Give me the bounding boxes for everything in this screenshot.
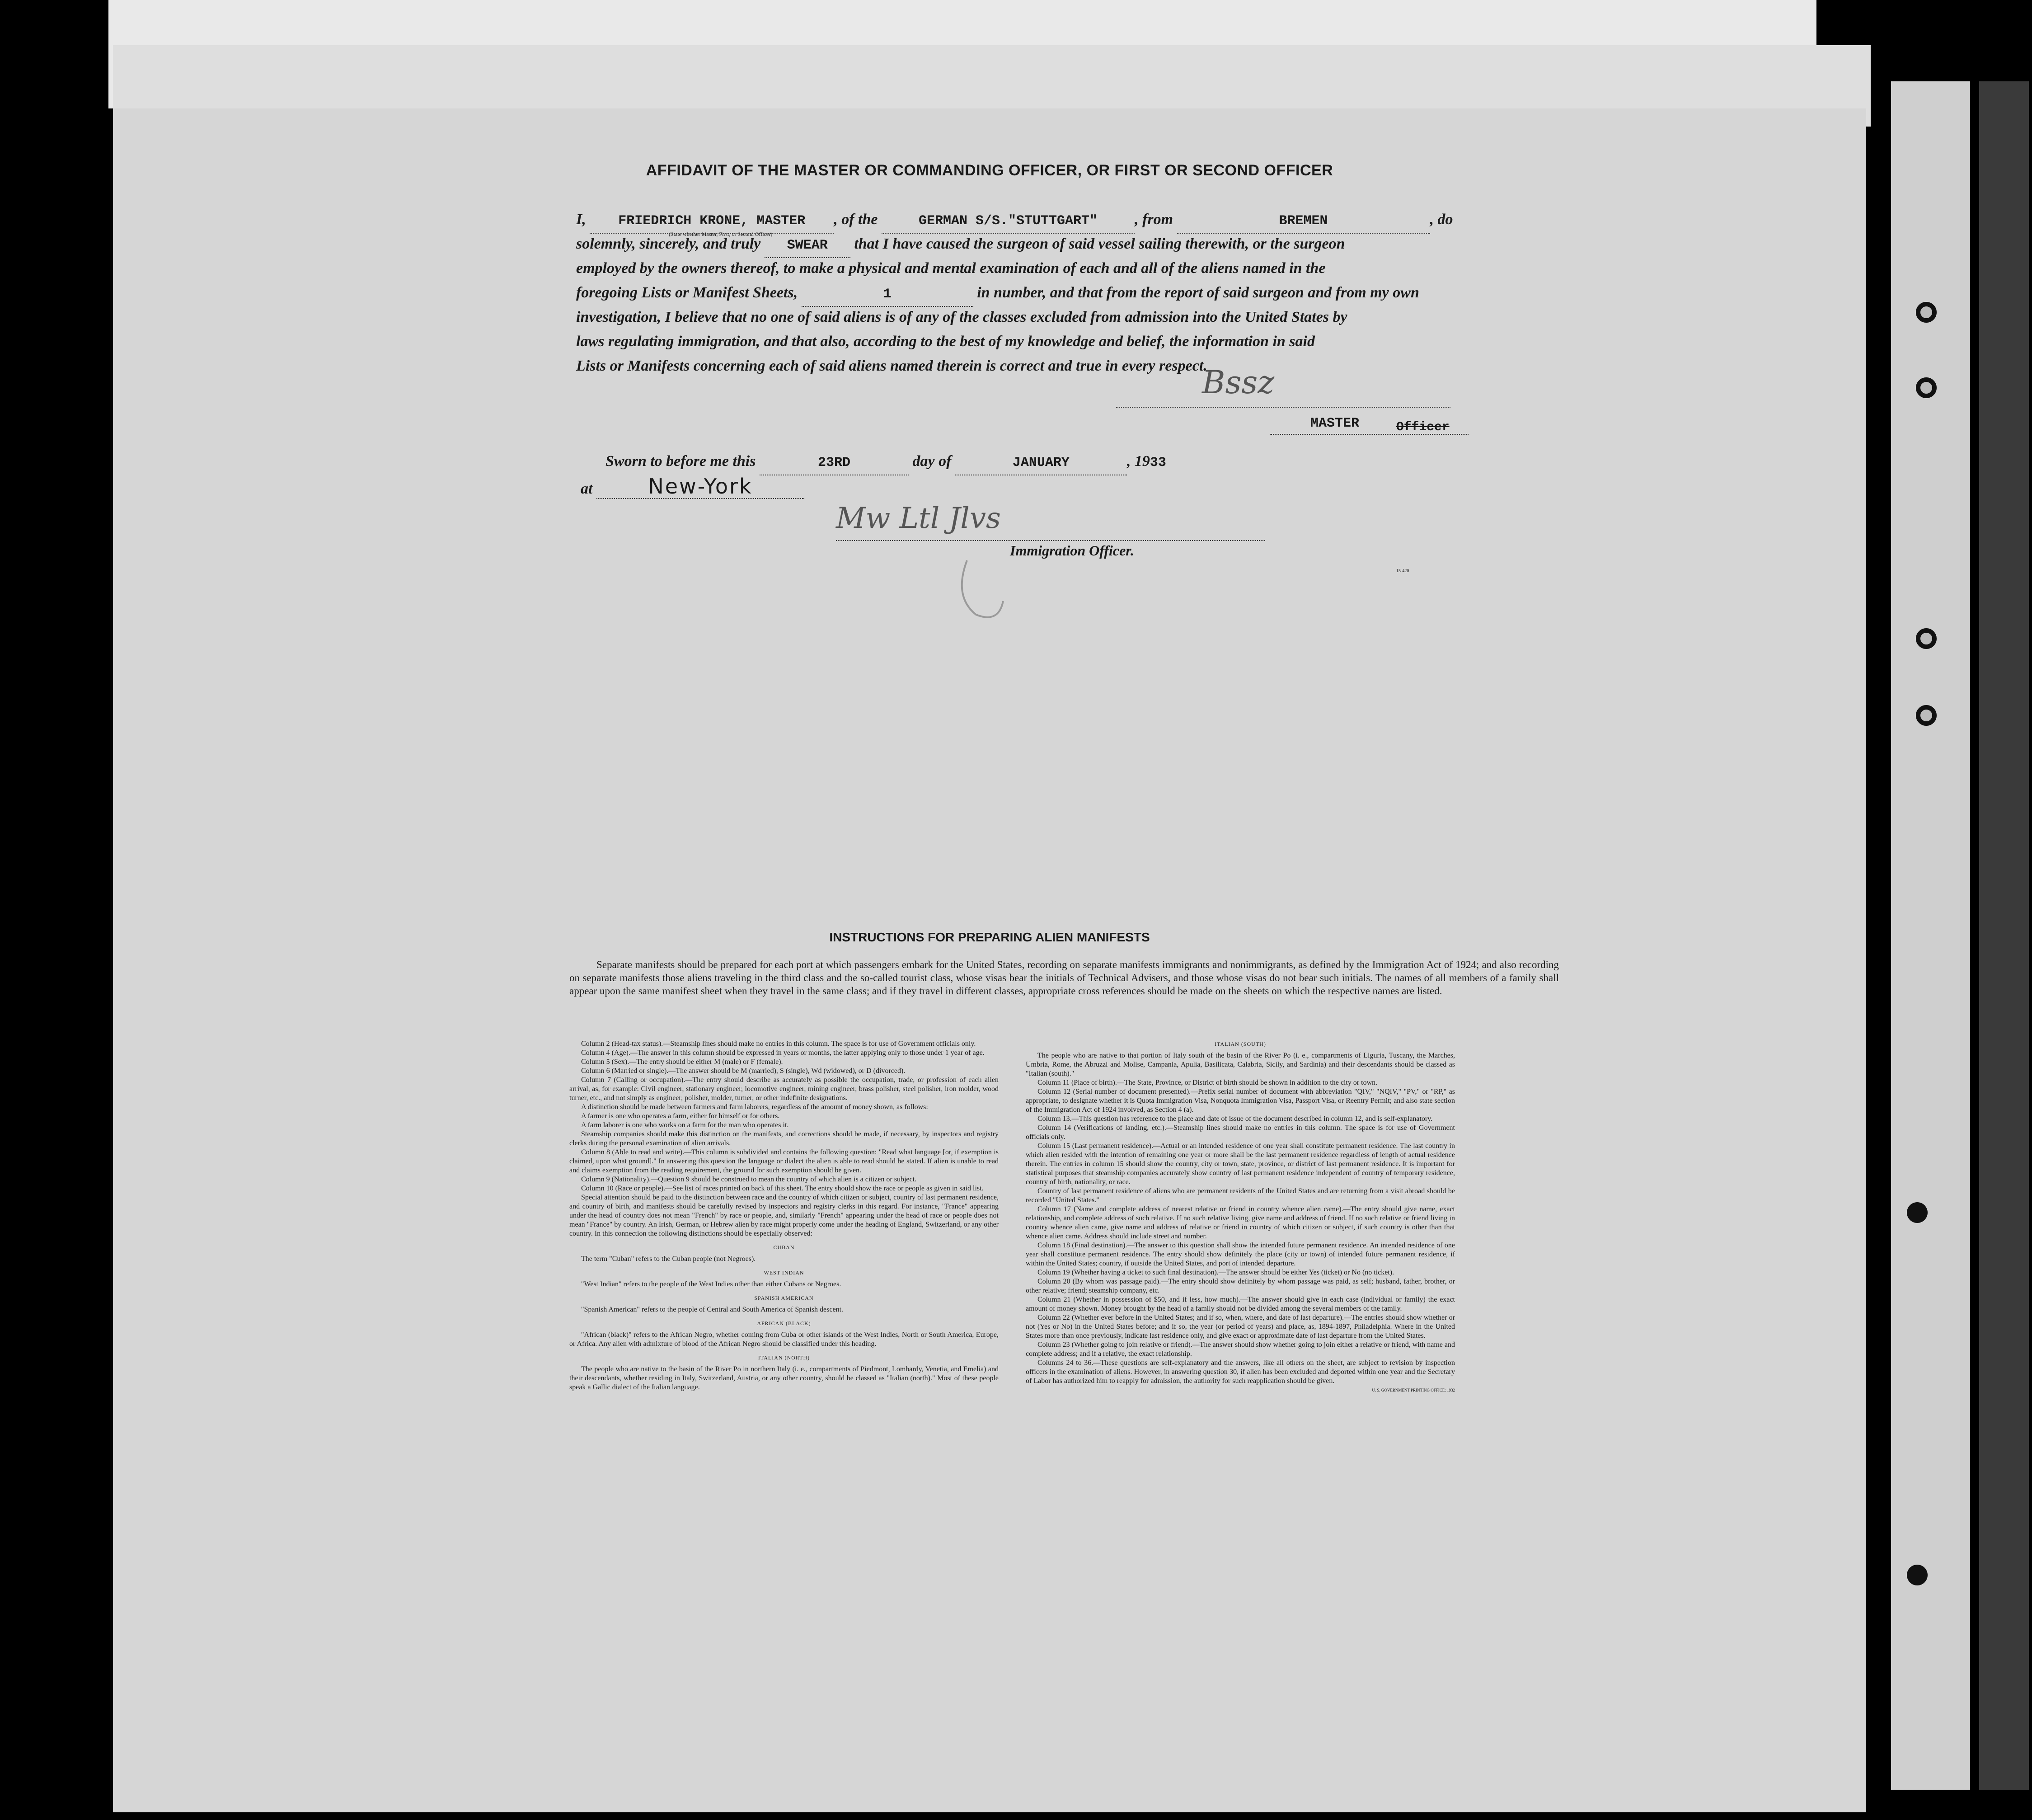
instruction-paragraph: Column 9 (Nationality).—Question 9 should be construed to mean the country of which alien is a citizen or subject. — [581, 1176, 917, 1183]
port-field: BREMEN — [1177, 209, 1430, 234]
affidavit-line: investigation, I believe that no one of said aliens is of any of the classes excluded from admission into the United States by — [576, 309, 1347, 325]
punch-hole — [1907, 1202, 1928, 1223]
instruction-paragraph: Column 18 (Final destination).—The answer to this question shall show the intended future permanent residence. An intended residence of one year shall constitute permanent residence. The entry should show definitely the place (city or town) of intended future permanent residence, if within the United States; country, if outside the United States, and port of intended departure. — [1026, 1242, 1455, 1267]
punch-hole — [1907, 1565, 1928, 1585]
printer-imprint: U. S. GOVERNMENT PRINTING OFFICE: 1932 — [1372, 1388, 1455, 1392]
master-signature: Bssz — [1202, 364, 1275, 401]
signer-title: MASTER — [1310, 416, 1360, 431]
instruction-paragraph: "Spanish American" refers to the people of Central and South America of Spanish descent. — [581, 1306, 844, 1313]
instruction-paragraph: Column 14 (Verifications of landing, etc.).—Steamship lines should make no entries in this column. The space is for use of Government officials only. — [1026, 1124, 1455, 1141]
instruction-paragraph: The people who are native to the basin of the River Po in northern Italy (i. e., compartments of Piedmont, Lombardy, Venetia, and Emelia) and their descendants, whether residing in Italy, Switzerland, Austria, or any other country, should be classed as "Italian (north)." Most of these people speak a Gallic dialect of the Italian language. — [569, 1365, 999, 1391]
instruction-paragraph: Column 6 (Married or single).—The answer should be M (married), S (single), Wd (widowed), or D (divorced). — [581, 1067, 906, 1075]
vessel-field: GERMAN S/S."STUTTGART" — [882, 209, 1135, 234]
immigration-officer-signature: Mw Ltl Jlvs — [836, 502, 1001, 535]
instruction-paragraph: Column 20 (By whom was passage paid).—The entry should show definitely by whom passage was paid, as self; husband, father, brother, or other relative; friend; steamship company, etc. — [1026, 1278, 1455, 1294]
affidavit-line: Lists or Manifests concerning each of said aliens named therein is correct and true in every respect. — [576, 357, 1207, 374]
instruction-paragraph: Column 11 (Place of birth).—The State, Province, or District of birth should be shown in addition to the city or town. — [1037, 1079, 1378, 1086]
instruction-paragraph: Column 8 (Able to read and write).—This column is subdivided and contains the following question: "Read what language [or, if exemption is claimed, upon what ground]." In answering this question the language or dialect the alien is able to read should be stated. If alien is unable to read and claims exemption from the reading requirement, the ground for such exemption should be given. — [569, 1148, 999, 1174]
instruction-paragraph: Column 12 (Serial number of document presented).—Prefix serial number of document with abbreviation "QIV," "NQIV," "PV," or "RP," as appropriate, to designate whether it is Quota Immigration Visa, Nonquota Immigration Visa, Passport Visa, or Reentry Permit; and also state section of the Immigration Act of 1924 involved, as Section 4 (a). — [1026, 1088, 1455, 1114]
binder-strip — [1979, 81, 2029, 1790]
pen-stroke — [949, 556, 1048, 628]
section-heading: CUBAN — [773, 1244, 795, 1251]
sheet-count-field: 1 — [802, 282, 973, 307]
affidavit-line: employed by the owners thereof, to make a physical and mental examination of each and all of the aliens named in the — [576, 260, 1326, 277]
sworn-line: Sworn to before me this 23RD day of JANUARY , 1933 — [605, 450, 1591, 475]
instruction-paragraph: A farm laborer is one who works on a farm for the man who operates it. — [581, 1121, 789, 1129]
signer-title-struck: Officer — [1396, 420, 1450, 434]
section-heading: WEST INDIAN — [764, 1270, 804, 1276]
instruction-paragraph: Special attention should be paid to the distinction between race and the country of which citizen or subject, country of last permanent residence, and country of birth, and manifests should be carefully revised by inspectors and registry clerks in this regard. For instance, "France" appearing under the head of country does not mean "French" by race or people, and, similarly "French" appearing under the head of race or people does not mean "France" by country. An Irish, German, or Hebrew alien by race might properly come under the heading of England, Switzerland, or any other country. In this connection the following distinctions should be especially observed: — [569, 1194, 999, 1237]
instruction-paragraph: The people who are native to that portion of Italy south of the basin of the River Po (i. e., compartments of Liguria, Tuscany, the Marches, Umbria, Rome, the Abruzzi and Molise, Campania, Apulia, Basilicata, Calabria, Sicily, and Sardinia) and their descendants should be classed as "Italian (south)." — [1026, 1052, 1455, 1077]
place-field: New-York — [596, 475, 804, 499]
instruction-paragraph: Steamship companies should make this distinction on the manifests, and corrections should be made, if necessary, by inspectors and registry clerks during the personal examination of alien arrivals. — [569, 1130, 999, 1147]
place-line: at New-York — [581, 475, 1566, 501]
officer-name-field: FRIEDRICH KRONE, MASTER — [590, 209, 834, 234]
instruction-paragraph: Column 15 (Last permanent residence).—Actual or an intended residence of one year shall constitute permanent residence. The last country in which alien resided with the intention of remaining one year or more shall be the last permanent residence regardless of length of actual residence therein. The entries in column 15 should show the country, city or town, state, province, or district of last permanent residence. It is important for statistical purposes that steamship companies accurately show country of last permanent residence independent of country of temporary residence, country of birth, nationality, or race. — [1026, 1142, 1455, 1186]
signature-line — [836, 540, 1265, 541]
punch-hole — [1916, 705, 1937, 726]
oath-field: SWEAR — [765, 234, 850, 258]
instruction-paragraph: Column 13.—This question has reference to the place and date of issue of the document described in column 12, and is self-explanatory. — [1037, 1115, 1433, 1123]
instruction-paragraph: The term "Cuban" refers to the Cuban people (not Negroes). — [581, 1255, 756, 1263]
officer-note: (State whether Master, First, or Second Officer) — [669, 231, 773, 237]
manifest-page — [113, 108, 1866, 1812]
instruction-paragraph: A farmer is one who operates a farm, either for himself or for others. — [581, 1112, 780, 1120]
affidavit-title: AFFIDAVIT OF THE MASTER OR COMMANDING OFFICER, OR FIRST OR SECOND OFFICER — [646, 162, 1333, 179]
instruction-paragraph: A distinction should be made between farmers and farm laborers, regardless of the amount of money shown, as follows: — [581, 1103, 928, 1111]
instruction-paragraph: Column 22 (Whether ever before in the United States; and if so, when, where, and date of last departure).—The entries should show whether or not (Yes or No) in the United States before; and if so, the year (or period of years) and place, as, 1894-1897, Philadelphia. Where in the United States more than once previously, indicate last residence only, and give exact or approximate date of last departure from the United States. — [1026, 1314, 1455, 1340]
instructions-intro: Separate manifests should be prepared for each port at which passengers embark for the United States, recording on separate manifests immigrants and nonimmigrants, as defined by the Immigration Act of 1924; and also recording on separate manifests those aliens traveling in the third class and the so-called tourist class, whose visas bear the initials of Technical Advisers, and those whose visas do not bear such initials. The names of all members of a family shall appear upon the same manifest sheet when they travel in the same class; and if they travel in different classes, appropriate cross references should be made on the sheets on which the respective names are listed. — [569, 959, 1559, 997]
binder-strip — [1891, 81, 1970, 1790]
instruction-paragraph: "African (black)" refers to the African Negro, whether coming from Cuba or other islands of the West Indies, North or South America, Europe, or Africa. Any alien with admixture of blood of the African Negro should be classified under this heading. — [569, 1331, 999, 1348]
instructions-right-column — [1026, 1039, 1455, 1395]
instructions-left-column — [569, 1039, 999, 1392]
form-number: 15-420 — [1396, 569, 1409, 574]
sworn-year: 33 — [1150, 455, 1166, 470]
section-heading: AFRICAN (BLACK) — [757, 1320, 811, 1326]
instruction-paragraph: Column 17 (Name and complete address of nearest relative or friend in country whence alien came).—The entry should give name, exact relationship, and complete address of such relative. If no such relative living, give name and address of friend. If no such relative or friend living in country whence alien came, give name and address of relative or friend in country of which citizen or subject, if such country is other than that whence alien came. Address should include street and number. — [1026, 1205, 1455, 1240]
signature-line — [1116, 407, 1450, 408]
section-heading: ITALIAN (NORTH) — [758, 1354, 810, 1361]
instruction-paragraph: Column 5 (Sex).—The entry should be either M (male) or F (female). — [581, 1058, 783, 1066]
instruction-paragraph: Column 7 (Calling or occupation).—The entry should describe as accurately as possible the occupation, trade, or profession of each alien arrival, as, for example: Civil engineer, stationary engineer, locomotive engineer, mining engineer, brass polisher, steel polisher, iron molder, wood turner, etc., and not simply as engineer, polisher, molder, turner, or other indefinite designations. — [569, 1076, 999, 1102]
instruction-paragraph: Columns 24 to 36.—These questions are self-explanatory and the answers, like all others on the sheet, are subject to revision by inspection officers in the examination of aliens. However, in answering question 30, if alien has been excluded and deported within one year and the Secretary of Labor has authorized him to reapply for admission, the authority for such reapplication should be given. — [1026, 1359, 1455, 1385]
instruction-paragraph: Column 10 (Race or people).—See list of races printed on back of this sheet. The entry should show the race or people as given in said list. — [581, 1185, 984, 1192]
instruction-paragraph: Column 2 (Head-tax status).—Steamship lines should make no entries in this column. The space is for use of Government officials only. — [581, 1040, 976, 1048]
sworn-day-field: 23RD — [760, 451, 909, 475]
immigration-officer-label: Immigration Officer. — [1010, 542, 1134, 559]
punch-hole — [1916, 377, 1937, 398]
instruction-paragraph: Country of last permanent residence of aliens who are permanent residents of the United States and are returning from a visit abroad should be recorded "United States." — [1026, 1187, 1455, 1204]
punch-hole — [1916, 628, 1937, 649]
instructions-title: INSTRUCTIONS FOR PREPARING ALIEN MANIFESTS — [829, 930, 1150, 944]
section-heading: ITALIAN (SOUTH) — [1215, 1041, 1266, 1047]
signature-line — [1270, 434, 1469, 435]
affidavit-line: laws regulating immigration, and that also, according to the best of my knowledge and belief, the information in said — [576, 333, 1315, 350]
instruction-paragraph: Column 19 (Whether having a ticket to such final destination).—The answer should be either Yes (ticket) or No (no ticket). — [1037, 1269, 1394, 1276]
instruction-paragraph: Column 21 (Whether in possession of $50, and if less, how much).—The answer should give in each case (individual or family) the exact amount of money shown. Money brought by the head of a family should not be divided among the several members of the family. — [1026, 1296, 1455, 1312]
punch-hole — [1916, 302, 1937, 323]
affidavit-line: I, FRIEDRICH KRONE, MASTER , of the GERMAN S/S."STUTTGART" , from BREMEN , do — [576, 208, 1561, 234]
sworn-month-field: JANUARY — [955, 451, 1127, 475]
instruction-paragraph: "West Indian" refers to the people of the West Indies other than either Cubans or Negroes. — [581, 1280, 841, 1288]
affidavit-line: foregoing Lists or Manifest Sheets, 1 in number, and that from the report of said surgeon and from my own — [576, 281, 1561, 307]
affidavit-line: solemnly, sincerely, and truly SWEAR that I have caused the surgeon of said vessel sailing therewith, or the surgeon — [576, 232, 1561, 258]
instruction-paragraph: Column 4 (Age).—The answer in this column should be expressed in years or months, the latter applying only to those under 1 year of age. — [581, 1049, 985, 1057]
section-heading: SPANISH AMERICAN — [754, 1295, 814, 1301]
instruction-paragraph: Column 23 (Whether going to join relative or friend).—The answer should show whether going to join either a relative or friend, with name and complete address; and if a relative, the exact relationship. — [1026, 1341, 1455, 1358]
